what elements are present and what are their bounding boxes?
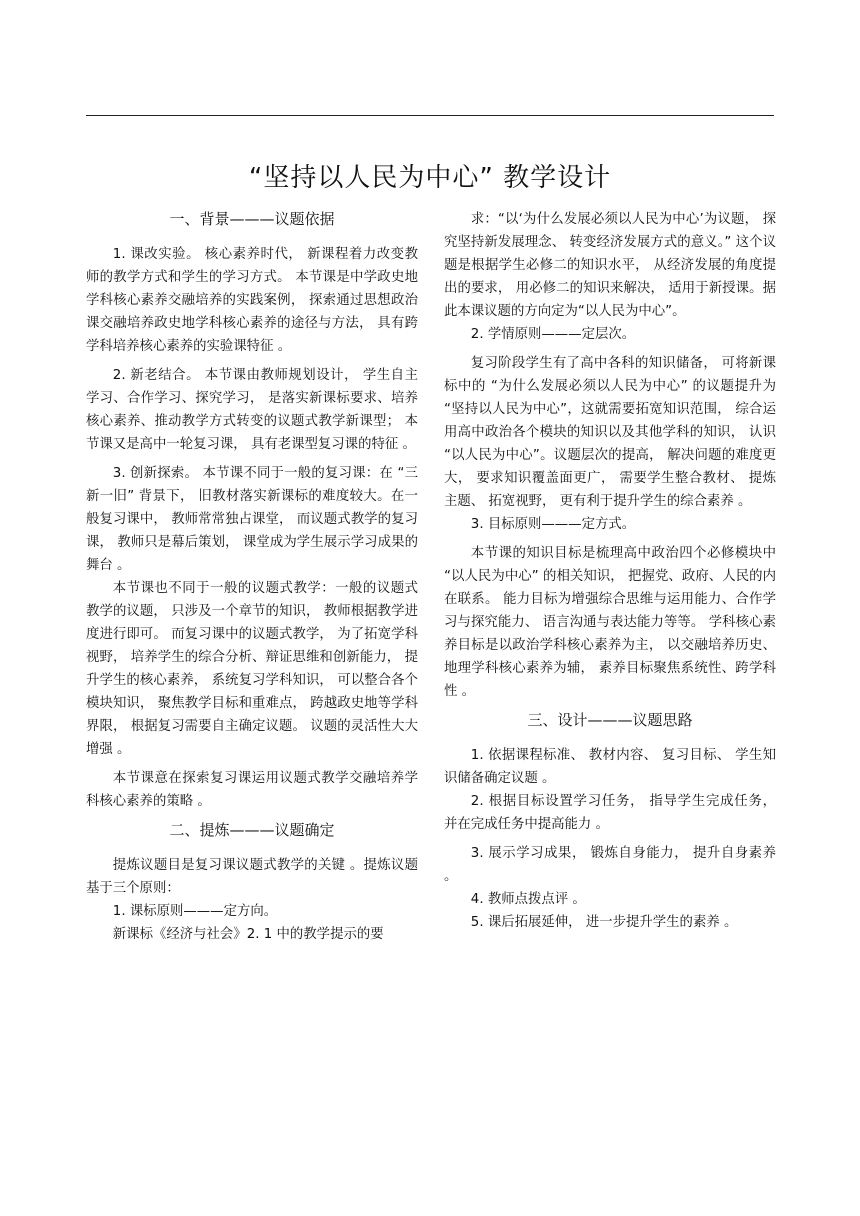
design-step-4: 4. 教师点拨点评 。 (470, 892, 586, 907)
paragraph-goals: 本节课的知识目标是梳理高中政治四个必修模块中 “以人民为中心” 的相关知识， 把握党、政府、人民的内在联系。 能力目标为增强综合思维与运用能力、合作学习与探究能力、 语言沟通与表达能力等等。 学科核心素养目标是以政治学科核心素养为主， 以交融培养历史、 地理学科核心素养为辅， 素养目标聚焦系统性、跨学科性 。 (444, 546, 776, 699)
principle-goal: 3. 目标原则———定方式。 (470, 517, 636, 532)
design-step-5: 5. 课后拓展延伸， 进一步提升学生的素养 。 (470, 915, 738, 930)
section-heading-refine: 二、提炼———议题确定 (169, 821, 335, 839)
paragraph-student-level: 复习阶段学生有了高中各科的知识储备， 可将新课标中的 “为什么发展必须以人民为中心” 的议题提升为 “坚持以人民为中心”，这就需要拓宽知识范围， 综合运用高中政治各个模块的知识以及其他学科的知识， 认识 “以人民为中心”。议题层次的提高， 解决问题的难度更大， 要求知识覆盖面更广， 需要学生整合教材、 提炼主题、 拓宽视野， 更有利于提升学生的综合素养 。 (444, 356, 776, 509)
paragraph-curriculum-reform: 1. 课改实验。 核心素养时代， 新课程着力改变教师的教学方式和学生的学习方式。 本节课是中学政史地学科核心素养交融培养的实践案例， 探索通过思想政治课交融培养政史地学科核心素养的途径与方法， 具有跨学科培养核心素养的实验课特征 。 (86, 247, 418, 354)
paragraph-difference: 本节课也不同于一般的议题式教学：一般的议题式教学的议题， 只涉及一个章节的知识， 教师根据教学进度进行即可。 而复习课中的议题式教学， 为了拓宽学科视野， 培养学生的综合分析、辩证思维和创新能力， 提升学生的核心素养， 系统复习学科知识， 可以整合各个模块知识， 聚焦教学目标和重难点， 跨越政史地等学科界限， 根据复习需要自主确定议题。 议题的灵活性大大增强 。 (86, 581, 418, 757)
left-column (86, 208, 418, 946)
header-rule (86, 115, 774, 116)
paragraph-refine-intro: 提炼议题目是复习课议题式教学的关键 。提炼议题基于三个原则： (86, 858, 418, 896)
paragraph-new-old-combination: 2. 新老结合。 本节课由教师规划设计， 学生自主学习、合作学习、探究学习， 是落实新课标要求、培养核心素养、推动教学方式转变的议题式教学新课型； 本节课又是高中一轮复习课， 具有老课型复习课的特征 。 (86, 368, 418, 452)
paragraph-curriculum-standard: 新课标《经济与社会》2. 1 中的教学提示的要 (112, 927, 384, 942)
paragraph-standard-continued: 求：“以‘为什么发展必须以人民为中心’为议题， 探究坚持新发展理念、 转变经济发展方式的意义。” 这个议题是根据学生必修二的知识水平， 从经济发展的角度提出的要求， 用必修二的知识来解决， 适用于新授课。据此本课议题的方向定为“以人民为中心”。 (444, 212, 776, 319)
section-heading-design: 三、设计———议题思路 (527, 711, 693, 729)
paragraph-purpose: 本节课意在探索复习课运用议题式教学交融培养学科核心素养的策略 。 (86, 771, 418, 809)
principle-curriculum: 1. 课标原则———定方向。 (112, 904, 278, 919)
design-step-1: 1. 依据课程标准、 教材内容、 复习目标、 学生知识储备确定议题 。 (444, 748, 776, 786)
paragraph-innovation: 3. 创新探索。 本节课不同于一般的复习课：在 “三新一旧” 背景下， 旧教材落实新课标的难度较大。在一般复习课中， 教师常常独占课堂， 而议题式教学的复习课， 教师只是幕后策划， 课堂成为学生展示学习成果的舞台 。 (86, 466, 418, 573)
right-column (444, 208, 776, 934)
design-step-3: 3. 展示学习成果， 锻炼自身能力， 提升自身素养 。 (444, 846, 776, 884)
document-title: “坚持以人民为中心” 教学设计 (248, 163, 612, 193)
principle-student: 2. 学情原则———定层次。 (470, 327, 636, 342)
section-heading-background: 一、背景———议题依据 (169, 210, 335, 228)
design-step-2: 2. 根据目标设置学习任务， 指导学生完成任务， 并在完成任务中提高能力 。 (444, 794, 776, 832)
